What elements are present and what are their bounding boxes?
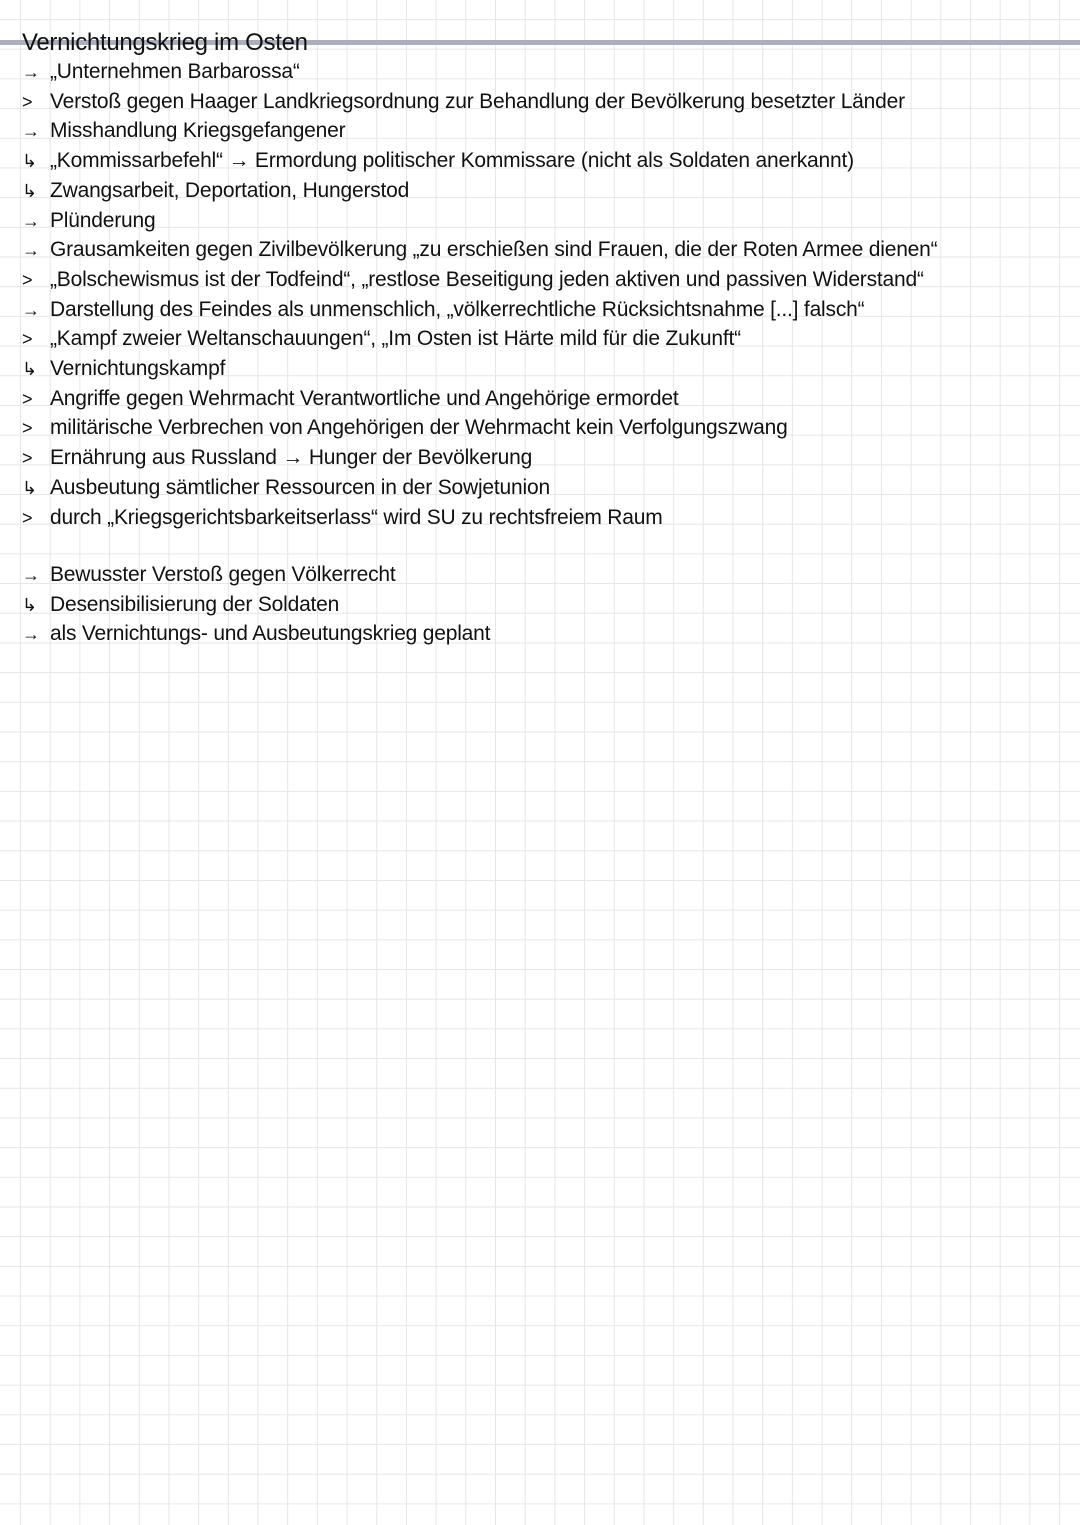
bullet-marker-icon: → xyxy=(22,62,40,82)
bullet-marker-icon: > xyxy=(22,329,33,350)
note-line xyxy=(22,324,741,354)
note-text: „Bolschewismus ist der Todfeind“, „restlose Beseitigung jeden aktiven und passiven Widerstand“ xyxy=(50,267,924,291)
bullet-marker-icon: ↳ xyxy=(22,477,37,498)
bullet-marker-icon: > xyxy=(22,418,33,439)
note-line xyxy=(22,57,300,87)
note-text: Ernährung aus Russland → Hunger der Bevölkerung xyxy=(50,446,533,470)
bullet-marker-icon: → xyxy=(22,565,40,585)
bullet-marker-icon: > xyxy=(22,507,33,528)
bullet-marker-icon: > xyxy=(22,269,33,290)
note-line xyxy=(22,176,409,206)
bullet-marker-icon: ↳ xyxy=(22,180,37,201)
bullet-marker-icon: → xyxy=(22,210,40,231)
page-title: Vernichtungskrieg im Osten xyxy=(22,29,308,56)
note-line xyxy=(22,473,550,503)
conclusion-line xyxy=(22,560,396,590)
note-text: Angriffe gegen Wehrmacht Verantwortliche und Angehörige ermordet xyxy=(50,386,679,410)
note-line xyxy=(22,413,788,443)
bullet-marker-icon: → xyxy=(22,624,40,645)
note-text: Desensibilisierung der Soldaten xyxy=(50,592,340,616)
bullet-marker-icon: > xyxy=(22,388,33,409)
note-text: Misshandlung Kriegsgefangener xyxy=(50,119,346,143)
note-text: durch „Kriegsgerichtsbarkeitserlass“ wird SU zu rechtsfreiem Raum xyxy=(50,505,663,529)
note-line xyxy=(22,384,678,414)
note-text: Verstoß gegen Haager Landkriegsordnung zur Behandlung der Bevölkerung besetzter Länder xyxy=(50,89,905,113)
note-line xyxy=(22,146,854,176)
conclusion-line xyxy=(22,590,339,620)
note-line xyxy=(22,354,225,384)
bullet-marker-icon: ↳ xyxy=(22,151,37,172)
bullet-marker-icon: ↳ xyxy=(22,594,37,615)
note-text: Ausbeutung sämtlicher Ressourcen in der Sowjetunion xyxy=(50,475,550,499)
note-line xyxy=(22,87,905,117)
note-text: als Vernichtungs- und Ausbeutungskrieg geplant xyxy=(50,622,491,646)
bullet-marker-icon: ↳ xyxy=(22,359,37,379)
bullet-marker-icon: → xyxy=(22,121,40,142)
note-text: „Kampf zweier Weltanschauungen“, „Im Osten ist Härte mild für die Zukunft“ xyxy=(50,327,741,351)
note-text: Grausamkeiten gegen Zivilbevölkerung „zu erschießen sind Frauen, die der Roten Armee dienen“ xyxy=(50,238,938,262)
note-line xyxy=(22,295,864,325)
note-line xyxy=(22,503,663,533)
note-line xyxy=(22,443,532,473)
conclusion-line xyxy=(22,619,490,649)
note-text: Zwangsarbeit, Deportation, Hungerstod xyxy=(50,178,410,202)
note-line xyxy=(22,235,937,265)
bullet-marker-icon: > xyxy=(22,91,33,112)
note-line xyxy=(22,206,155,236)
bullet-marker-icon: → xyxy=(22,240,40,261)
note-line xyxy=(22,116,345,146)
bullet-marker-icon: → xyxy=(22,299,40,320)
note-text: Plünderung xyxy=(50,208,156,232)
note-text: „Kommissarbefehl“ → Ermordung politischer Kommissare (nicht als Soldaten anerkannt) xyxy=(50,149,854,173)
note-line xyxy=(22,265,924,295)
note-text: Bewusster Verstoß gegen Völkerrecht xyxy=(50,563,396,586)
note-text: Darstellung des Feindes als unmenschlich, „völkerrechtliche Rücksichtsnahme [...] falsch“ xyxy=(50,297,865,321)
note-text: „Unternehmen Barbarossa“ xyxy=(50,60,300,83)
bullet-marker-icon: > xyxy=(22,448,33,469)
note-text: Vernichtungskampf xyxy=(50,357,226,380)
note-text: militärische Verbrechen von Angehörigen der Wehrmacht kein Verfolgungszwang xyxy=(50,416,788,440)
